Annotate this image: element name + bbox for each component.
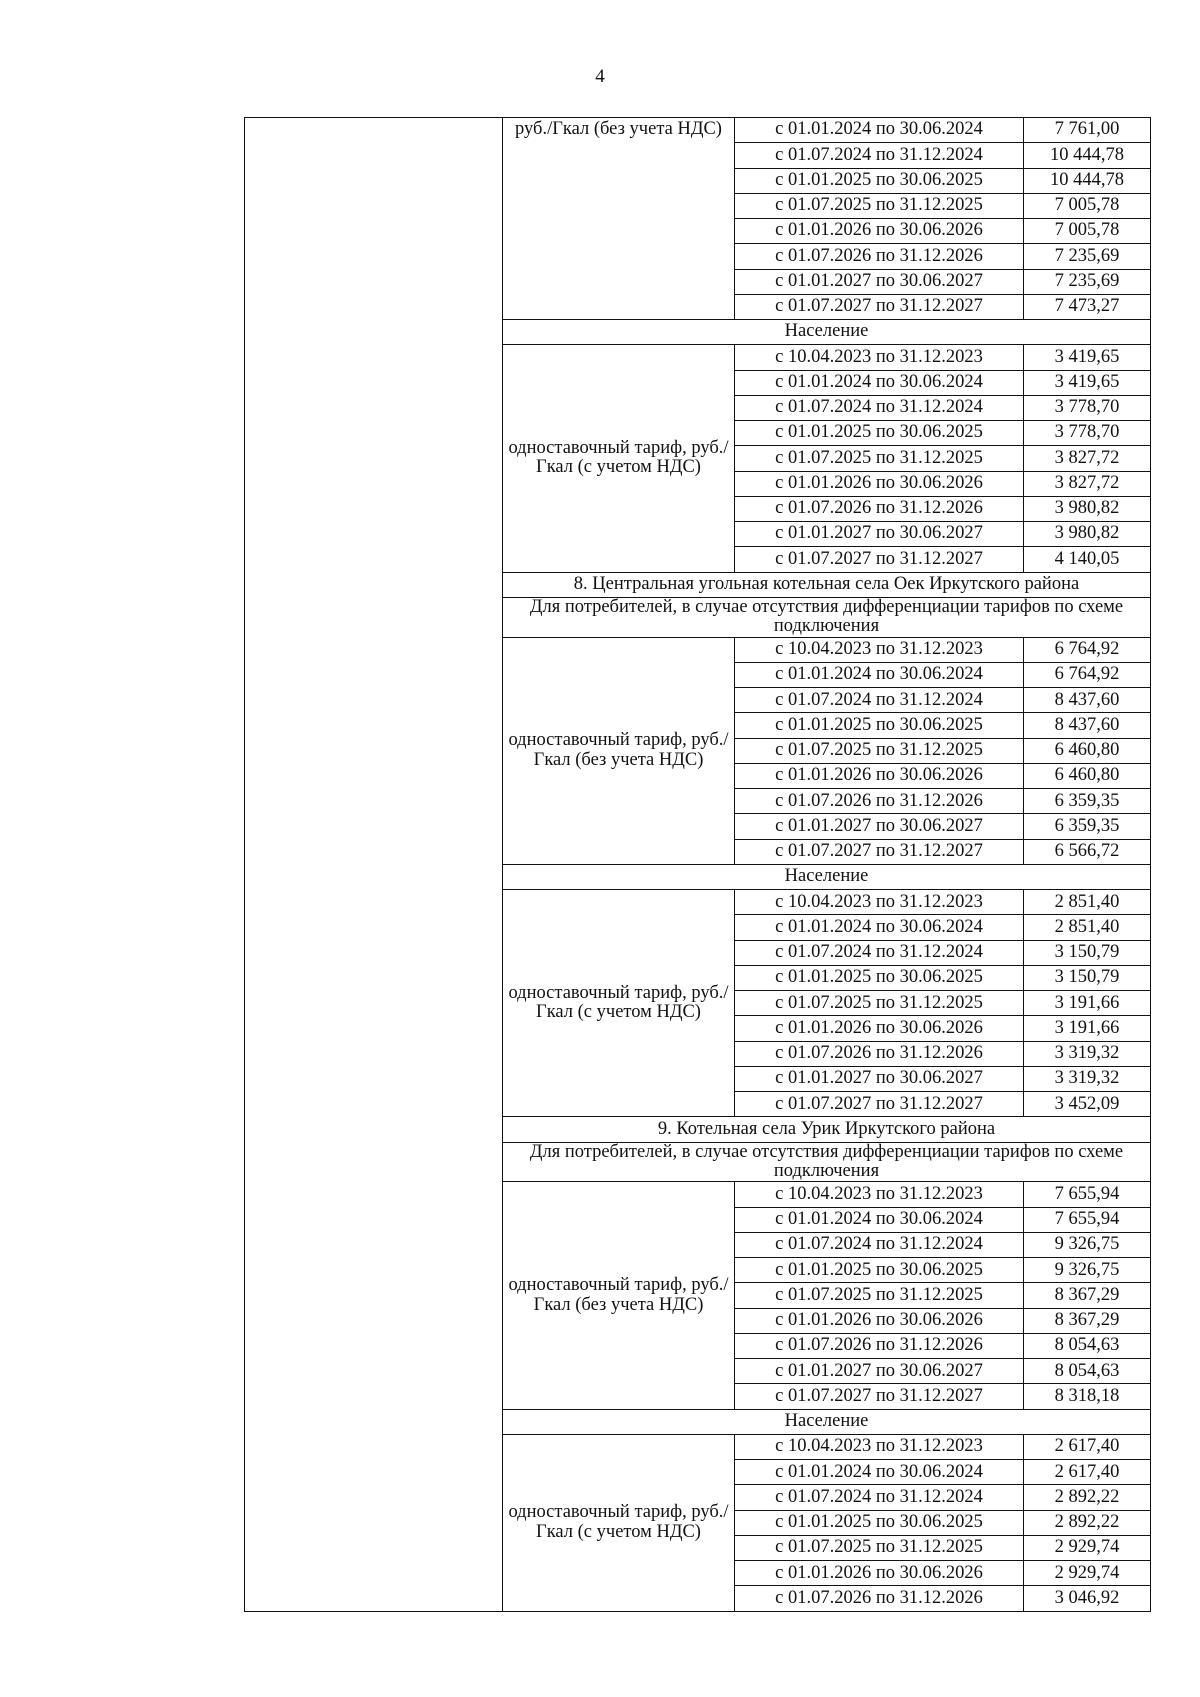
period-cell: с 01.07.2024 по 31.12.2024 (735, 940, 1024, 965)
period-cell: с 01.01.2027 по 30.06.2027 (735, 522, 1024, 547)
period-cell: с 01.01.2024 по 30.06.2024 (735, 662, 1024, 687)
tariff-value: 6 460,80 (1024, 763, 1151, 788)
period-cell: с 01.01.2027 по 30.06.2027 (735, 1359, 1024, 1384)
tariff-value: 8 437,60 (1024, 688, 1151, 713)
tariff-value: 2 617,40 (1024, 1460, 1151, 1485)
tariff-value: 3 827,72 (1024, 446, 1151, 471)
tariff-value: 8 367,29 (1024, 1308, 1151, 1333)
tariff-value: 8 318,18 (1024, 1384, 1151, 1409)
tariff-value: 8 437,60 (1024, 713, 1151, 738)
period-cell: с 01.07.2025 по 31.12.2025 (735, 446, 1024, 471)
tariff-type-label: одноставочный тариф, руб./Гкал (без учета НДС) (503, 1182, 735, 1409)
period-cell: с 01.01.2025 по 30.06.2025 (735, 1258, 1024, 1283)
tariff-value: 7 473,27 (1024, 294, 1151, 319)
period-cell: с 01.07.2027 по 31.12.2027 (735, 839, 1024, 864)
tariff-value: 6 764,92 (1024, 637, 1151, 662)
period-cell: с 01.01.2025 по 30.06.2025 (735, 168, 1024, 193)
tariff-value: 8 054,63 (1024, 1333, 1151, 1358)
tariff-value: 2 617,40 (1024, 1434, 1151, 1459)
tariff-type-label: руб./Гкал (без учета НДС) (503, 118, 735, 320)
tariff-value: 6 359,35 (1024, 814, 1151, 839)
tariff-value: 2 892,22 (1024, 1510, 1151, 1535)
period-cell: с 01.01.2026 по 30.06.2026 (735, 763, 1024, 788)
tariff-value: 3 150,79 (1024, 940, 1151, 965)
tariff-value: 2 929,74 (1024, 1535, 1151, 1560)
period-cell: с 01.07.2025 по 31.12.2025 (735, 193, 1024, 218)
period-cell: с 01.01.2027 по 30.06.2027 (735, 269, 1024, 294)
page-number: 4 (595, 66, 605, 87)
tariff-value: 6 460,80 (1024, 738, 1151, 763)
period-cell: с 01.01.2024 по 30.06.2024 (735, 915, 1024, 940)
tariff-value: 3 778,70 (1024, 395, 1151, 420)
tariff-value: 10 444,78 (1024, 168, 1151, 193)
period-cell: с 01.01.2027 по 30.06.2027 (735, 1066, 1024, 1091)
period-cell: с 01.07.2027 по 31.12.2027 (735, 547, 1024, 572)
group-header: Население (503, 864, 1151, 889)
period-cell: с 01.07.2026 по 31.12.2026 (735, 1586, 1024, 1611)
period-cell: с 10.04.2023 по 31.12.2023 (735, 637, 1024, 662)
tariff-value: 3 319,32 (1024, 1066, 1151, 1091)
tariff-type-label: одноставочный тариф, руб./Гкал (с учетом НДС) (503, 345, 735, 572)
tariff-value: 7 235,69 (1024, 269, 1151, 294)
period-cell: с 01.01.2024 по 30.06.2024 (735, 118, 1024, 143)
tariff-value: 7 655,94 (1024, 1207, 1151, 1232)
period-cell: с 01.07.2024 по 31.12.2024 (735, 143, 1024, 168)
tariff-value: 3 419,65 (1024, 370, 1151, 395)
section-title: 9. Котельная села Урик Иркутского района (503, 1117, 1151, 1142)
period-cell: с 01.01.2025 по 30.06.2025 (735, 713, 1024, 738)
period-cell: с 01.07.2025 по 31.12.2025 (735, 1283, 1024, 1308)
tariff-value: 3 319,32 (1024, 1041, 1151, 1066)
tariff-value: 2 929,74 (1024, 1561, 1151, 1586)
tariff-value: 6 566,72 (1024, 839, 1151, 864)
blank-left-column (245, 118, 503, 1612)
period-cell: с 01.01.2026 по 30.06.2026 (735, 471, 1024, 496)
period-cell: с 01.07.2024 по 31.12.2024 (735, 1485, 1024, 1510)
period-cell: с 10.04.2023 по 31.12.2023 (735, 1182, 1024, 1207)
tariff-value: 3 452,09 (1024, 1092, 1151, 1117)
tariff-value: 8 367,29 (1024, 1283, 1151, 1308)
period-cell: с 01.01.2024 по 30.06.2024 (735, 1460, 1024, 1485)
section-title: 8. Центральная угольная котельная села Оек Иркутского района (503, 572, 1151, 597)
period-cell: с 01.01.2025 по 30.06.2025 (735, 965, 1024, 990)
tariff-value: 3 046,92 (1024, 1586, 1151, 1611)
group-header: Для потребителей, в случае отсутствия дифференциации тарифов по схеме подключения (503, 1142, 1151, 1182)
period-cell: с 01.07.2027 по 31.12.2027 (735, 1092, 1024, 1117)
period-cell: с 01.07.2024 по 31.12.2024 (735, 688, 1024, 713)
period-cell: с 01.07.2026 по 31.12.2026 (735, 1333, 1024, 1358)
tariff-value: 7 005,78 (1024, 193, 1151, 218)
group-header: Население (503, 320, 1151, 345)
period-cell: с 01.07.2027 по 31.12.2027 (735, 1384, 1024, 1409)
period-cell: с 01.07.2025 по 31.12.2025 (735, 991, 1024, 1016)
period-cell: с 01.01.2024 по 30.06.2024 (735, 1207, 1024, 1232)
period-cell: с 01.07.2025 по 31.12.2025 (735, 738, 1024, 763)
period-cell: с 01.07.2026 по 31.12.2026 (735, 496, 1024, 521)
tariff-value: 7 005,78 (1024, 219, 1151, 244)
tariff-table (244, 117, 1151, 1612)
tariff-value: 9 326,75 (1024, 1258, 1151, 1283)
period-cell: с 10.04.2023 по 31.12.2023 (735, 1434, 1024, 1459)
tariff-value: 3 980,82 (1024, 522, 1151, 547)
tariff-value: 3 827,72 (1024, 471, 1151, 496)
tariff-type-label: одноставочный тариф, руб./Гкал (с учетом НДС) (503, 1434, 735, 1611)
period-cell: с 01.07.2026 по 31.12.2026 (735, 789, 1024, 814)
period-cell: с 01.07.2025 по 31.12.2025 (735, 1535, 1024, 1560)
group-header: Население (503, 1409, 1151, 1434)
tariff-value: 6 359,35 (1024, 789, 1151, 814)
tariff-value: 7 655,94 (1024, 1182, 1151, 1207)
period-cell: с 01.01.2026 по 30.06.2026 (735, 1561, 1024, 1586)
tariff-type-label: одноставочный тариф, руб./Гкал (без учета НДС) (503, 637, 735, 864)
tariff-type-label: одноставочный тариф, руб./Гкал (с учетом НДС) (503, 890, 735, 1117)
period-cell: с 01.01.2027 по 30.06.2027 (735, 814, 1024, 839)
tariff-value: 8 054,63 (1024, 1359, 1151, 1384)
tariff-value: 3 150,79 (1024, 965, 1151, 990)
period-cell: с 01.07.2026 по 31.12.2026 (735, 244, 1024, 269)
period-cell: с 01.07.2024 по 31.12.2024 (735, 395, 1024, 420)
tariff-value: 7 761,00 (1024, 118, 1151, 143)
period-cell: с 01.01.2025 по 30.06.2025 (735, 1510, 1024, 1535)
tariff-value: 3 778,70 (1024, 421, 1151, 446)
period-cell: с 10.04.2023 по 31.12.2023 (735, 345, 1024, 370)
tariff-row (245, 118, 1151, 143)
group-header: Для потребителей, в случае отсутствия дифференциации тарифов по схеме подключения (503, 597, 1151, 637)
tariff-value: 7 235,69 (1024, 244, 1151, 269)
period-cell: с 01.01.2026 по 30.06.2026 (735, 1308, 1024, 1333)
period-cell: с 01.01.2026 по 30.06.2026 (735, 219, 1024, 244)
tariff-value: 3 191,66 (1024, 991, 1151, 1016)
tariff-value: 4 140,05 (1024, 547, 1151, 572)
period-cell: с 01.07.2026 по 31.12.2026 (735, 1041, 1024, 1066)
tariff-value: 3 191,66 (1024, 1016, 1151, 1041)
period-cell: с 01.01.2025 по 30.06.2025 (735, 421, 1024, 446)
period-cell: с 01.01.2026 по 30.06.2026 (735, 1016, 1024, 1041)
tariff-value: 3 419,65 (1024, 345, 1151, 370)
tariff-value: 2 851,40 (1024, 915, 1151, 940)
tariff-value: 10 444,78 (1024, 143, 1151, 168)
tariff-value: 2 851,40 (1024, 890, 1151, 915)
period-cell: с 01.07.2024 по 31.12.2024 (735, 1232, 1024, 1257)
tariff-value: 6 764,92 (1024, 662, 1151, 687)
period-cell: с 01.07.2027 по 31.12.2027 (735, 294, 1024, 319)
tariff-value: 9 326,75 (1024, 1232, 1151, 1257)
tariff-value: 3 980,82 (1024, 496, 1151, 521)
tariff-value: 2 892,22 (1024, 1485, 1151, 1510)
period-cell: с 10.04.2023 по 31.12.2023 (735, 890, 1024, 915)
period-cell: с 01.01.2024 по 30.06.2024 (735, 370, 1024, 395)
